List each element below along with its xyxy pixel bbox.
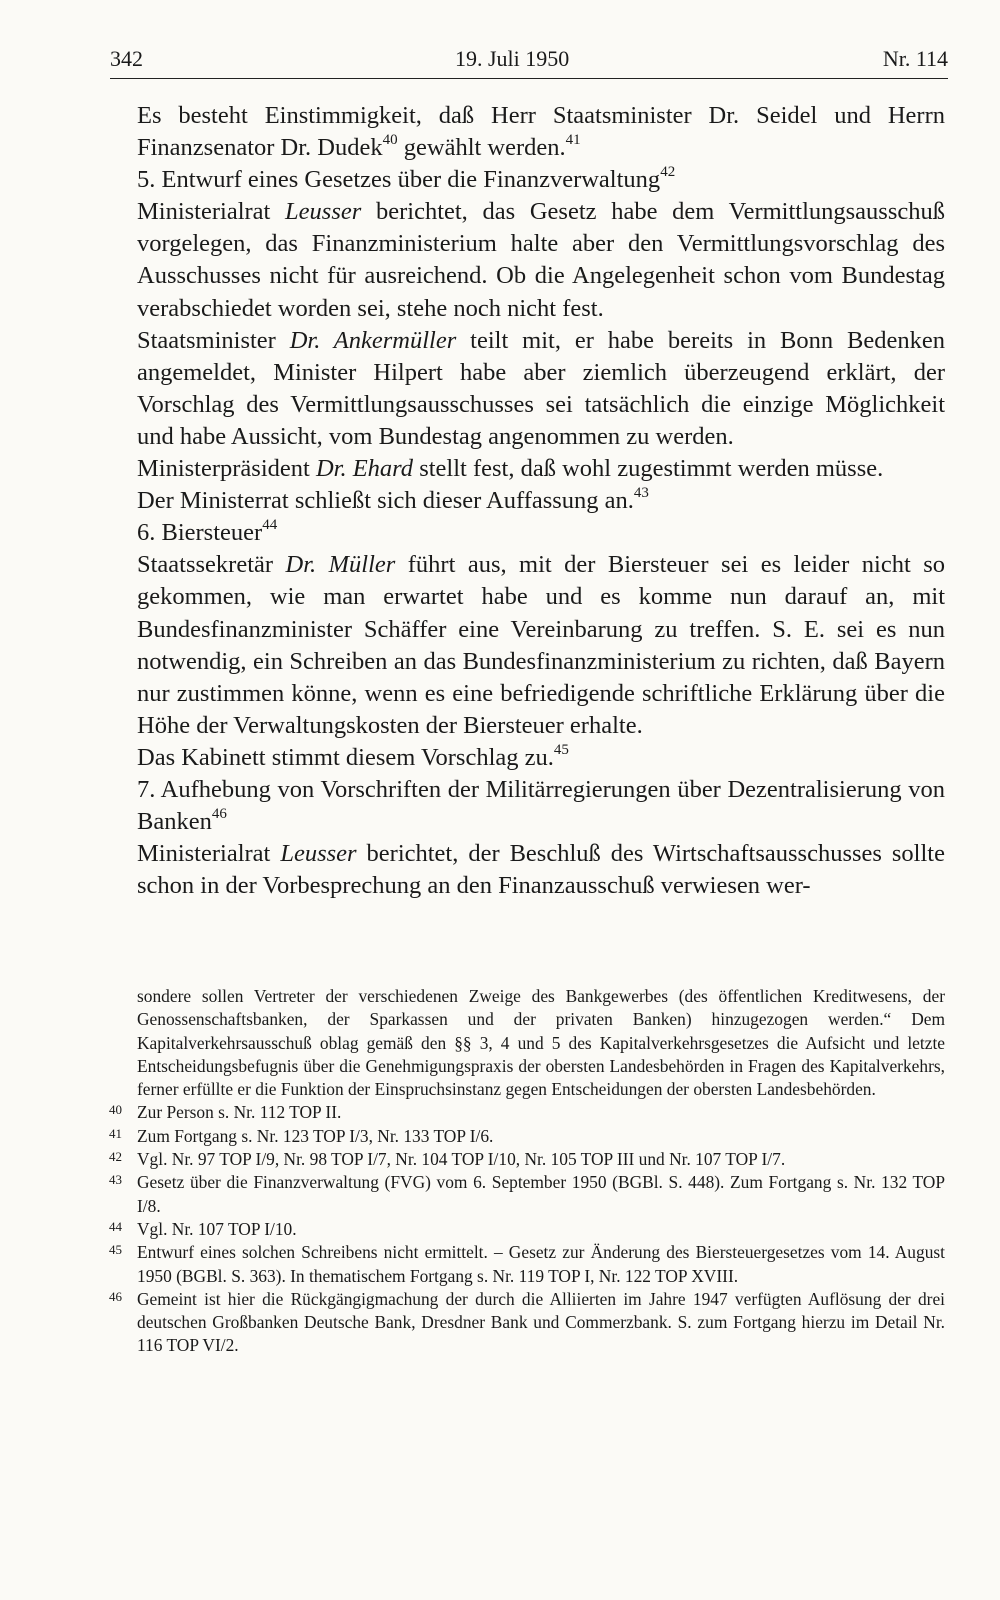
footnote-ref-40: 40 [382, 131, 398, 148]
agenda-item-7: 7. Aufhebung von Vorschriften der Militärregierungen über Dezentralisierung von Banken$^{46}$ [137, 775, 945, 836]
footnote-number: 42 [109, 1149, 122, 1165]
speaker-name: Dr. Müller [285, 551, 396, 579]
document-number: Nr. 114 [882, 46, 948, 71]
paragraph-leusser-2: Ministerialrat Leusser berichtet, der Beschluß des Wirtschaftsausschusses sollte schon in der Vorbesprechung an den Finanzausschuß verwiesen wer- [137, 840, 945, 900]
footnote-ref-46: 46 [211, 805, 227, 822]
footnote-44: 44 Vgl. Nr. 107 TOP I/10. [109, 1218, 297, 1239]
paragraph-kabinett: Das Kabinett stimmt diesem Vorschlag zu.$^{45}$ [137, 741, 569, 771]
footnote-ref-44: 44 [262, 517, 278, 534]
footnote-ref-43: 43 [633, 484, 649, 501]
paragraph-leusser-1: Ministerialrat Leusser berichtet, das Gesetz habe dem Vermittlungsausschuß vorgelegen, das Finanzministerium halte aber den Vermittlungsvorschlag des Ausschusses nicht für ausreichend. Ob die Angelegenheit schon vom Bundestag verabschiedet worden sei, stehe noch nicht fest. [137, 198, 945, 322]
paragraph-ministerrat: Der Ministerrat schließt sich dieser Auffassung an.$^{43}$ [137, 484, 649, 515]
footnote-46: 46 Gemeint ist hier die Rückgängigmachung der durch die Alliierten im Jahre 1947 verfügten Auflösung der drei deutschen Großbanken Deutsche Bank, Dresdner Bank und Commerzbank. S. zum Fortgang hierzu im Detail Nr. 116 TOP VI/2. [109, 1288, 945, 1356]
main-text [137, 100, 945, 902]
footnote-number: 40 [109, 1102, 122, 1118]
footnote-ref-41: 41 [565, 131, 581, 148]
footnote-number: 43 [109, 1172, 122, 1188]
footnote-42: 42 Vgl. Nr. 97 TOP I/9, Nr. 98 TOP I/7, Nr. 104 TOP I/10, Nr. 105 TOP III und Nr. 107 TOP I/7. [109, 1149, 786, 1170]
footnote-45: 45 Entwurf eines solchen Schreibens nicht ermittelt. – Gesetz zur Änderung des Biersteuergesetzes vom 14. August 1950 (BGBl. S. 363). In thematischem Fortgang s. Nr. 119 TOP I, Nr. 122 TOP XVIII. [109, 1242, 945, 1286]
footnote-number: 45 [109, 1242, 122, 1258]
paragraph-ehard: Ministerpräsident Dr. Ehard stellt fest, daß wohl zugestimmt werden müsse. [137, 455, 884, 483]
footnote-43: 43 Gesetz über die Finanzverwaltung (FVG) vom 6. September 1950 (BGBl. S. 448). Zum Fortgang s. Nr. 132 TOP I/8. [109, 1172, 945, 1216]
paragraph-election: Es besteht Einstimmigkeit, daß Herr Staatsminister Dr. Seidel und Herrn Finanzsenator Dr. Dudek$^{40}$ gewählt werden.$^{41}$ [137, 102, 945, 162]
page-number: 342 [110, 46, 143, 71]
agenda-item-6: 6. Biersteuer$^{44}$ [137, 517, 278, 547]
footnote-ref-45: 45 [553, 741, 569, 758]
paragraph-mueller: Staatssekretär Dr. Müller führt aus, mit der Biersteuer sei es leider nicht so gekommen, wie man erwartet habe und es komme nun darauf an, mit Bundesfinanzminister Schäffer eine Vereinbarung zu treffen. S. E. sei es nun notwendig, ein Schreiben an das Bundesfinanzministerium zu richten, daß Bayern nur zustimmen könne, wenn es eine befriedigende schriftliche Erklärung über die Höhe der Verwaltungskosten der Biersteuer erhalte. [137, 551, 945, 739]
footnote-ref-42: 42 [660, 164, 676, 181]
speaker-name: Dr. Ehard [315, 455, 414, 483]
header-date: 19. Juli 1950 [455, 46, 570, 71]
footnote-number: 41 [109, 1125, 122, 1141]
footnote-number: 44 [109, 1218, 122, 1234]
footnotes [109, 985, 945, 1358]
footnote-41: 41 Zum Fortgang s. Nr. 123 TOP I/3, Nr. 133 TOP I/6. [109, 1125, 494, 1146]
speaker-name: Leusser [280, 840, 357, 868]
footnote-40: 40 Zur Person s. Nr. 112 TOP II. [109, 1102, 342, 1123]
speaker-name: Leusser [285, 198, 362, 226]
agenda-item-5: 5. Entwurf eines Gesetzes über die Finanzverwaltung$^{42}$ [137, 164, 676, 194]
page-header [110, 38, 948, 79]
paragraph-ankermueller: Staatsminister Dr. Ankermüller teilt mit, er habe bereits in Bonn Bedenken angemeldet, Minister Hilpert habe aber ziemlich überzeugend erklärt, der Vorschlag des Vermittlungsausschusses sei tatsächlich die einzige Möglichkeit und habe Aussicht, vom Bundestag angenommen zu werden. [137, 326, 945, 450]
footnote-continuation: sondere sollen Vertreter der verschiedenen Zweige des Bankgewerbes (des öffentlichen Kreditwesens, der Genossenschaftsbanken, der Sparkassen und der privaten Banken) hinzugezogen werden.“ Dem Kapitalverkehrsausschuß oblag gemäß den §§ 3, 4 und 5 des Kapitalverkehrsgesetzes die Aufsicht und letzte Entscheidungsbefugnis über die Genehmigungspraxis der obersten Landesbehörden in Fragen des Kapitalverkehrs, ferner erfüllte er die Funktion der Einspruchsinstanz gegen Entscheidungen der obersten Landesbehörden. [137, 986, 945, 1100]
footnote-number: 46 [109, 1288, 122, 1304]
speaker-name: Dr. Ankermüller [289, 326, 457, 354]
